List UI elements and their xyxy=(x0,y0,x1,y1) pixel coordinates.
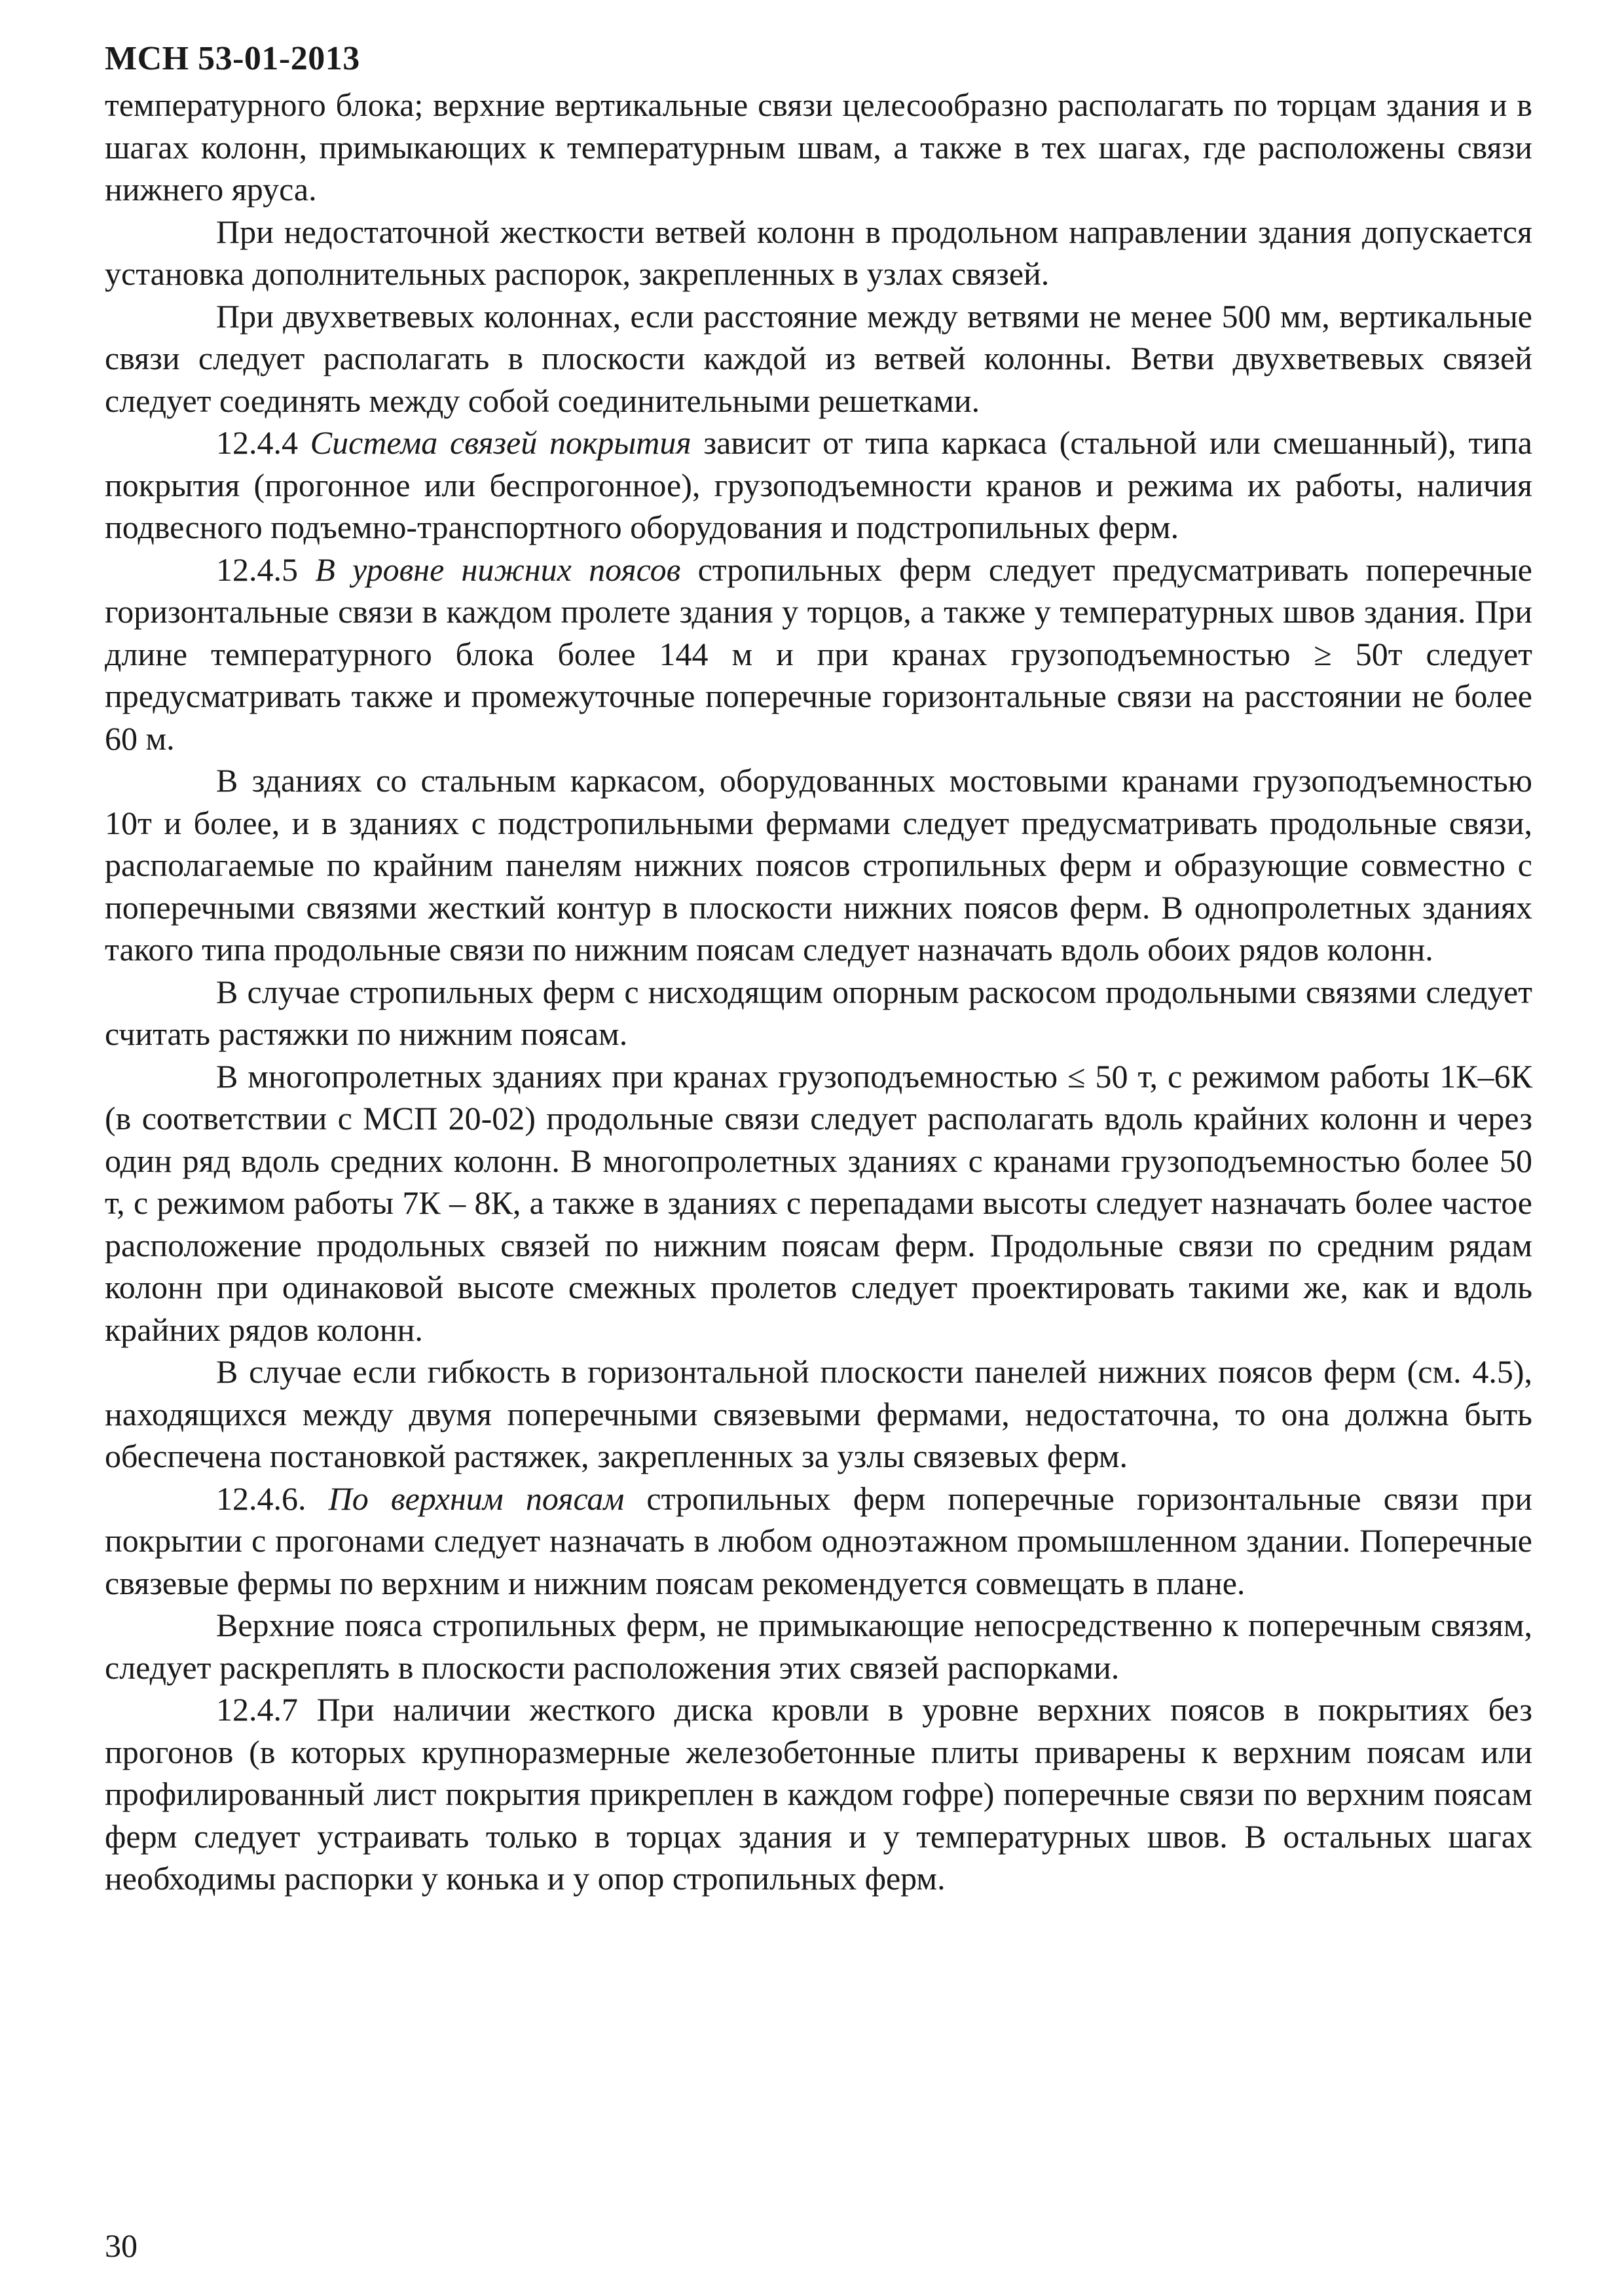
page-number: 30 xyxy=(105,2227,138,2264)
paragraph-text: При недостаточной жесткости ветвей колонн в продольном направлении здания допускается установка дополнительных распорок, закрепленных в узлах связей. xyxy=(105,213,1532,292)
section-italic-term: По верхним поясам xyxy=(328,1480,625,1517)
paragraph xyxy=(105,1055,1532,1351)
paragraph-text: стропильных ферм поперечные горизонтальные связи при покрытии с прогонами следует назначать в любом одноэтажном промышленном здании. Поперечные связевые фермы по верхним и нижним поясам рекомендуется совмещать в плане. xyxy=(105,1480,1532,1601)
section-italic-term: В уровне нижних поясов xyxy=(315,551,681,588)
body-text xyxy=(105,84,1532,1900)
section-paragraph xyxy=(105,1688,1532,1900)
section-paragraph xyxy=(105,549,1532,760)
section-number: 12.4.6. xyxy=(216,1480,306,1517)
paragraph xyxy=(105,759,1532,971)
section-number: 12.4.5 xyxy=(216,551,298,588)
paragraph-text: В многопролетных зданиях при кранах грузоподъемностью ≤ 50 т, с режимом работы 1К–6К (в соответствии с МСП 20-02) продольные связи следует располагать вдоль крайних колонн и через один ряд вдоль средних колонн. В многопролетных зданиях с кранами грузоподъемностью более 50 т, с режимом работы 7К – 8К, а также в зданиях с перепадами высоты следует назначать более частое расположение продольных связей по нижним поясам ферм. Продольные связи по средним рядам колонн при одинаковой высоте смежных пролетов следует проектировать такими же, как и вдоль крайних рядов колонн. xyxy=(105,1057,1532,1348)
section-number: 12.4.7 xyxy=(216,1691,298,1728)
section-paragraph xyxy=(105,422,1532,549)
paragraph xyxy=(105,1351,1532,1478)
paragraph xyxy=(105,295,1532,422)
paragraph-text: В случае стропильных ферм с нисходящим опорным раскосом продольными связями следует считать растяжки по нижним поясам. xyxy=(105,973,1532,1052)
paragraph-text: В зданиях со стальным каркасом, оборудованных мостовыми кранами грузоподъемностью 10т и более, и в зданиях с подстропильными фермами следует предусматривать продольные связи, располагаемые по крайним панелям нижних поясов стропильных ферм и образующие совместно с поперечными связями жесткий контур в плоскости нижних поясов ферм. В однопролетных зданиях такого типа продольные связи по нижним поясам следует назначать вдоль обоих рядов колонн. xyxy=(105,762,1532,968)
paragraph xyxy=(105,84,1532,211)
paragraph xyxy=(105,1604,1532,1688)
paragraph-text: зависит от типа каркаса (стальной или смешанный), типа покрытия (прогонное или беспрогонное), грузоподъемности кранов и режима их работы, наличия подвесного подъемно-транспортного оборудования и подстропильных ферм. xyxy=(105,424,1532,545)
paragraph xyxy=(105,971,1532,1055)
section-italic-term: Система связей покрытия xyxy=(310,424,692,461)
paragraph-text: стропильных ферм следует предусматривать поперечные горизонтальные связи в каждом пролете здания у торцов, а также у температурных швов здания. При длине температурного блока более 144 м и при кранах грузоподъемностью ≥ 50т следует предусматривать также и промежуточные поперечные горизонтальные связи на расстоянии не более 60 м. xyxy=(105,551,1533,757)
paragraph-text: Верхние пояса стропильных ферм, не примыкающие непосредственно к поперечным связям, следует раскреплять в плоскости расположения этих связей распорками. xyxy=(105,1607,1532,1686)
document-page xyxy=(105,39,1532,2278)
section-paragraph xyxy=(105,1478,1532,1605)
paragraph-text: При двухветвевых колоннах, если расстояние между ветвями не менее 500 мм, вертикальные связи следует располагать в плоскости каждой из ветвей колонны. Ветви двухветвевых связей следует соединять между собой соединительными решетками. xyxy=(105,297,1532,419)
paragraph xyxy=(105,211,1532,295)
section-number: 12.4.4 xyxy=(216,424,298,461)
paragraph-text: При наличии жесткого диска кровли в уровне верхних поясов в покрытиях без прогонов (в которых крупноразмерные железобетонные плиты приварены к верхним поясам или профилированный лист покрытия прикреплен в каждом гофре) поперечные связи по верхним поясам ферм следует устраивать только в торцах здания и у температурных швов. В остальных шагах необходимы распорки у конька и у опор стропильных ферм. xyxy=(105,1691,1532,1897)
paragraph-text: В случае если гибкость в горизонтальной плоскости панелей нижних поясов ферм (см. 4.5), находящихся между двумя поперечными связевыми фермами, недостаточна, то она должна быть обеспечена постановкой растяжек, закрепленных за узлы связевых ферм. xyxy=(105,1353,1532,1474)
document-code-header: МСН 53-01-2013 xyxy=(105,40,360,77)
paragraph-text: температурного блока; верхние вертикальные связи целесообразно располагать по торцам здания и в шагах колонн, примыкающих к температурным швам, а также в тех шагах, где расположены связи нижнего яруса. xyxy=(105,86,1532,208)
